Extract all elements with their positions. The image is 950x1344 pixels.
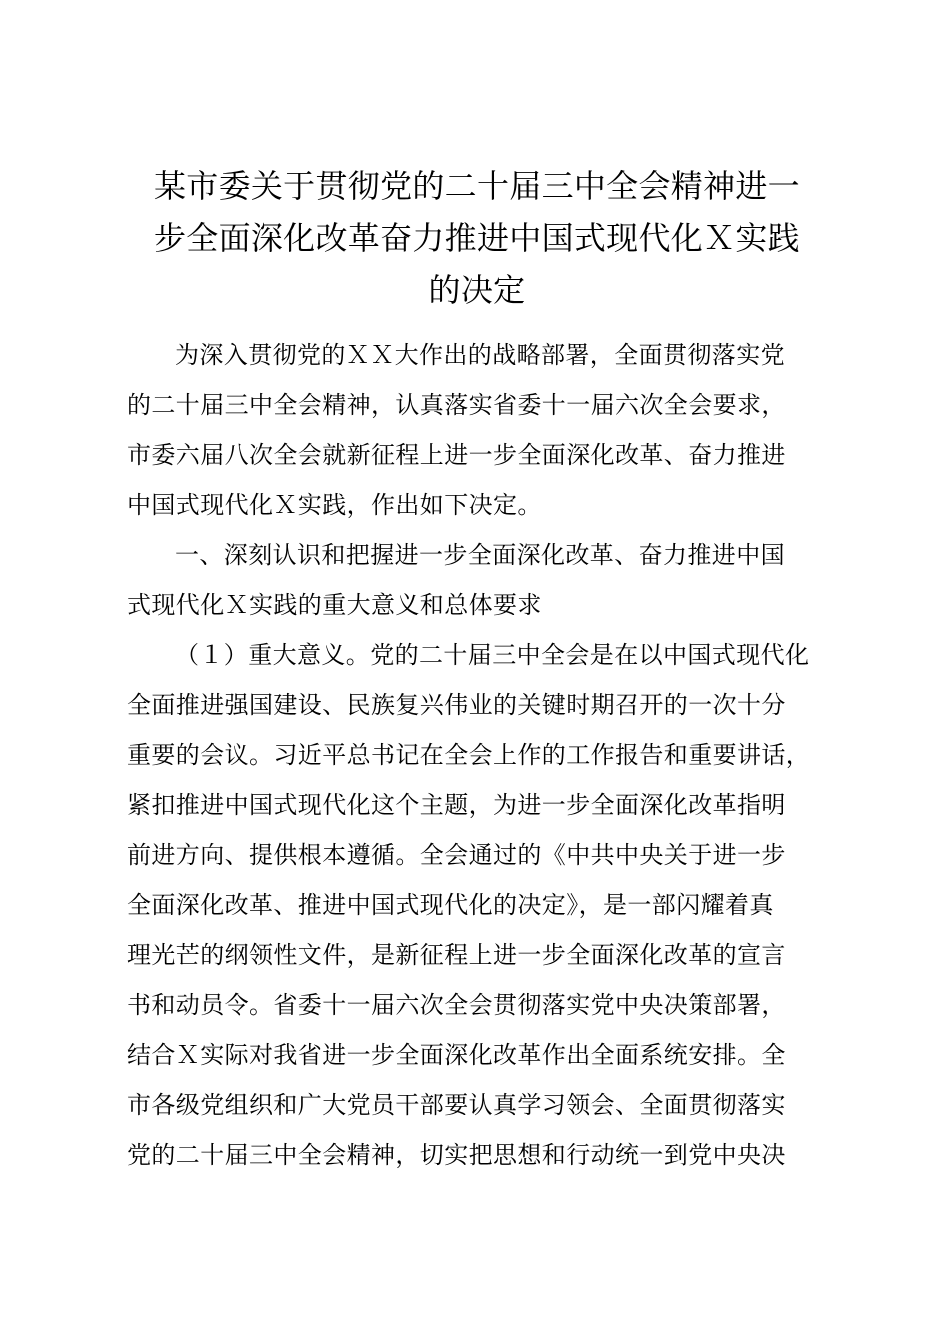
text-line: 前进方向、提供根本遵循。全会通过的《中共中央关于进一步	[127, 841, 786, 869]
text-line: 书和动员令。省委十一届六次全会贯彻落实党中央决策部署，	[127, 991, 786, 1019]
text-line: 紧扣推进中国式现代化这个主题，为进一步全面深化改革指明	[127, 791, 786, 819]
text-line: （１）重大意义。党的二十届三中全会是在以中国式现代化	[175, 641, 810, 669]
title-line: 步全面深化改革奋力推进中国式现代化Ｘ实践	[153, 219, 800, 257]
text-line: 为深入贯彻党的ＸＸ大作出的战略部署，全面贯彻落实党	[175, 341, 785, 369]
text-line: 党的二十届三中全会精神，切实把思想和行动统一到党中央决	[127, 1141, 786, 1169]
text-line: 市各级党组织和广大党员干部要认真学习领会、全面贯彻落实	[127, 1091, 786, 1119]
intro-paragraph	[127, 330, 827, 530]
text-line: 全面深化改革、推进中国式现代化的决定》，是一部闪耀着真	[127, 891, 774, 919]
document-body	[127, 330, 827, 1180]
significance-paragraph	[127, 630, 827, 1180]
title-line: 的决定	[428, 271, 526, 309]
text-line: 理光芒的纲领性文件，是新征程上进一步全面深化改革的宣言	[127, 941, 786, 969]
text-line: 一、深刻认识和把握进一步全面深化改革、奋力推进中国	[175, 541, 785, 569]
text-line: 的二十届三中全会精神，认真落实省委十一届六次全会要求，	[127, 391, 786, 419]
text-line: 全面推进强国建设、民族复兴伟业的关键时期召开的一次十分	[127, 691, 786, 719]
text-line: 式现代化Ｘ实践的重大意义和总体要求	[127, 591, 542, 619]
text-line: 重要的会议。习近平总书记在全会上作的工作报告和重要讲话，	[127, 741, 811, 769]
title-line: 某市委关于贯彻党的二十届三中全会精神进一	[153, 167, 800, 205]
document-title	[127, 160, 827, 316]
section-heading-paragraph	[127, 530, 827, 630]
text-line: 中国式现代化Ｘ实践，作出如下决定。	[127, 491, 542, 519]
text-line: 市委六届八次全会就新征程上进一步全面深化改革、奋力推进	[127, 441, 786, 469]
text-line: 结合Ｘ实际对我省进一步全面深化改革作出全面系统安排。全	[127, 1041, 786, 1069]
